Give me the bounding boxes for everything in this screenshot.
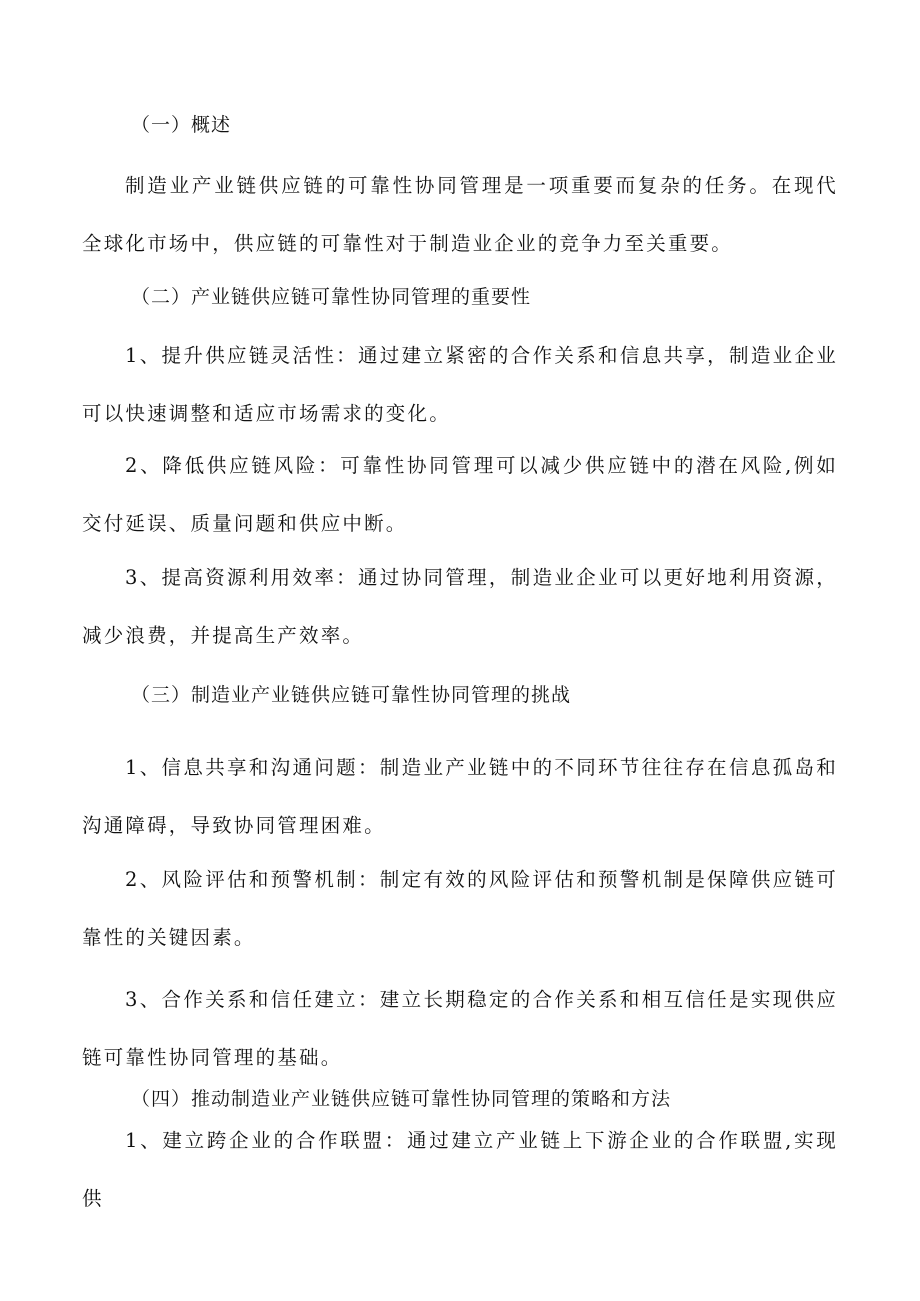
section-heading-importance: （二）产业链供应链可靠性协同管理的重要性 bbox=[131, 286, 532, 308]
paragraph-importance-2: 2、降低供应链风险：可靠性协同管理可以减少供应链中的潜在风险,例如交付延误、质量问题和供应中断。 bbox=[82, 454, 838, 535]
paragraph-overview: 制造业产业链供应链的可靠性协同管理是一项重要而复杂的任务。在现代全球化市场中，供应链的可靠性对于制造业企业的竞争力至关重要。 bbox=[82, 174, 838, 255]
section-heading-strategies: （四）推动制造业产业链供应链可靠性协同管理的策略和方法 bbox=[131, 1088, 672, 1110]
paragraph-importance-3: 3、提高资源利用效率：通过协同管理，制造业企业可以更好地利用资源，减少浪费，并提高生产效率。 bbox=[82, 566, 838, 647]
section-heading-overview: （一）概述 bbox=[131, 114, 232, 136]
paragraph-importance-1: 1、提升供应链灵活性：通过建立紧密的合作关系和信息共享，制造业企业可以快速调整和适应市场需求的变化。 bbox=[82, 344, 838, 425]
paragraph-challenges-1: 1、信息共享和沟通问题：制造业产业链中的不同环节往往存在信息孤岛和沟通障碍，导致协同管理困难。 bbox=[82, 756, 838, 837]
section-heading-challenges: （三）制造业产业链供应链可靠性协同管理的挑战 bbox=[131, 684, 572, 706]
paragraph-strategies-1: 1、建立跨企业的合作联盟：通过建立产业链上下游企业的合作联盟,实现供 bbox=[82, 1129, 838, 1210]
paragraph-challenges-2: 2、风险评估和预警机制：制定有效的风险评估和预警机制是保障供应链可靠性的关键因素。 bbox=[82, 868, 838, 949]
paragraph-challenges-3: 3、合作关系和信任建立：建立长期稳定的合作关系和相互信任是实现供应链可靠性协同管理的基础。 bbox=[82, 988, 838, 1069]
